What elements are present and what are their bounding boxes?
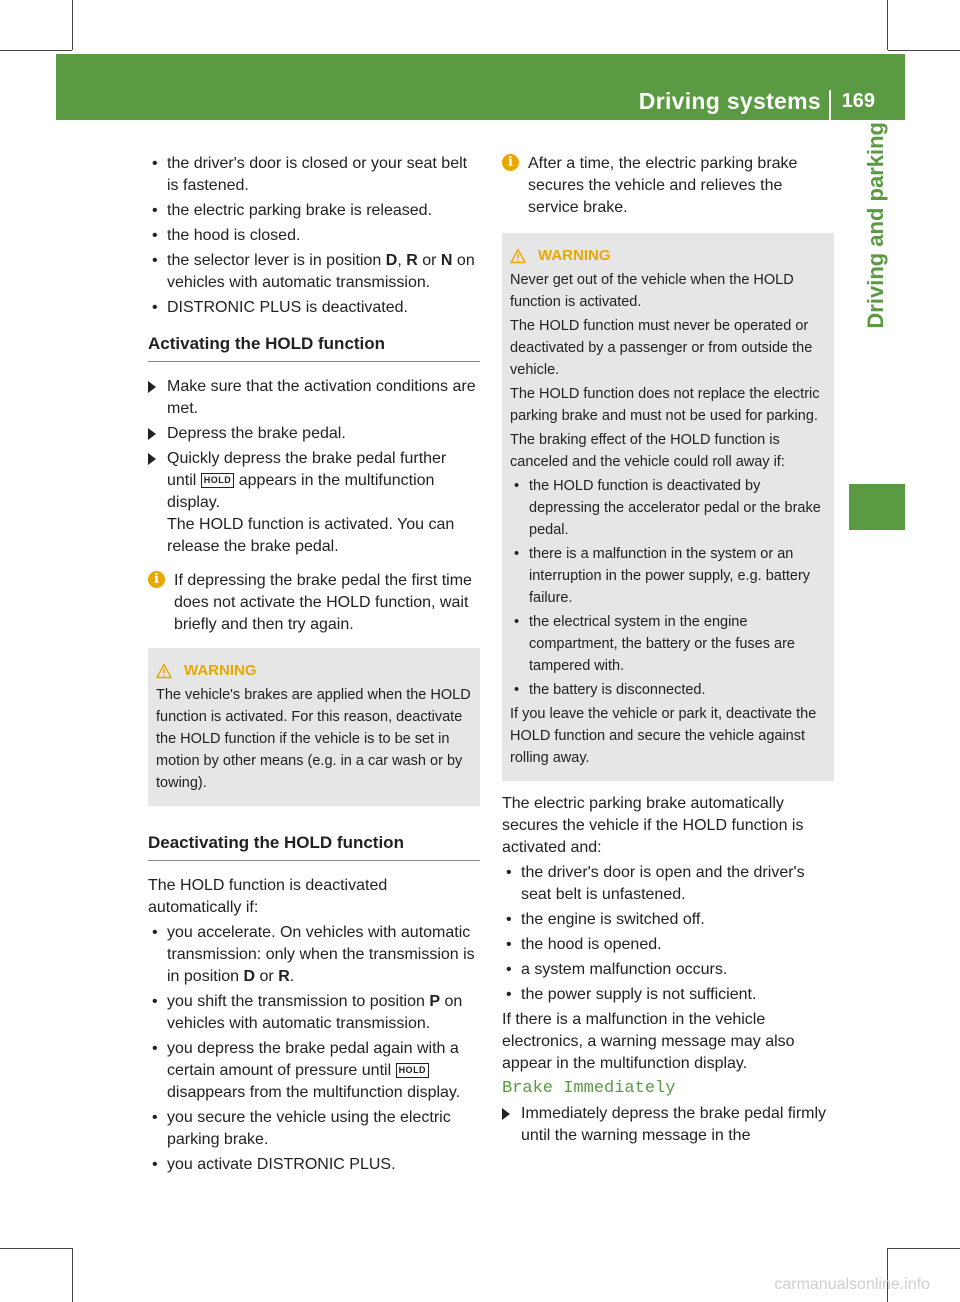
text: you accelerate. On vehicles with automatic transmission: only when the transmission is in position [167,924,475,985]
text: . [289,968,295,985]
position-n: N [440,252,453,269]
deactivate-heading: Deactivating the HOLD function [148,832,480,861]
text: you depress the brake pedal again with a certain amount of pressure until [167,1040,459,1079]
watermark: carmanualsonline.info [774,1276,930,1293]
info-note [502,153,834,219]
step-text: Immediately depress the brake pedal firmly until the warning message in the [521,1105,827,1144]
info-note [148,570,480,636]
activate-section [148,333,480,362]
text: the selector lever is in position [167,252,386,269]
epb-intro: The electric parking brake automatically secures the vehicle if the HOLD function is activated and: [502,795,804,856]
crop-mark [887,0,888,50]
text: on vehicles with automatic transmission. [167,252,475,291]
info-icon: i [502,154,519,171]
warning-header [510,245,826,267]
final-steps [502,1103,834,1147]
info-icon: i [148,571,165,588]
warning-text: Never get out of the vehicle when the HOLD function is activated. [510,272,794,310]
warning-text: The HOLD function does not replace the electric parking brake and must not be used for parking. [510,386,820,424]
list-item: • a system malfunction occurs. [502,959,834,981]
left-column [148,153,480,1179]
position-p: P [429,993,441,1010]
step-item [502,1103,834,1147]
activate-steps [148,376,480,558]
step-text: Depress the brake pedal. [167,425,346,442]
chapter-label: Driving and parking [863,122,888,329]
arrow-icon [148,381,156,393]
hold-symbol-icon: HOLD [396,1063,430,1078]
malfunction-text: If there is a malfunction in the vehicle electronics, a warning message may also appear in the multifunction display. [502,1011,795,1072]
text: or [255,968,279,985]
list-item: • you activate DISTRONIC PLUS. [148,1154,480,1176]
chapter-marker-block [849,484,905,530]
step-item [148,448,480,558]
arrow-icon [502,1108,510,1120]
step-text: Quickly depress the brake pedal further until [167,450,447,489]
step-result: The HOLD function is activated. You can release the brake pedal. [167,516,455,555]
text: , [397,252,407,269]
warning-text: If you leave the vehicle or park it, deactivate the HOLD function and secure the vehicle against rolling away. [510,706,817,766]
hold-symbol-icon: HOLD [201,473,235,488]
crop-mark [72,1248,73,1302]
step-item [148,423,480,445]
text: on vehicles with automatic transmission. [167,993,463,1032]
list-item: • the HOLD function is deactivated by depressing the accelerator pedal or the brake pedal. [510,475,826,541]
step-text: appears in the multifunction display. [167,472,435,511]
crop-mark [888,1248,960,1249]
warning-triangle-icon [156,663,172,679]
header-separator [829,90,831,120]
position-d: D [243,968,256,985]
info-text: If depressing the brake pedal the first time does not activate the HOLD function, wait briefly and then try again. [174,572,472,633]
position-d: D [385,252,398,269]
warning-text: The braking effect of the HOLD function is canceled and the vehicle could roll away if: [510,432,785,470]
warning-triangle-icon [510,248,526,264]
list-item: • the power supply is not sufficient. [502,984,834,1006]
arrow-icon [148,453,156,465]
text: you shift the transmission to position [167,993,430,1010]
crop-mark [888,50,960,51]
position-r: R [278,968,290,985]
deactivate-intro: The HOLD function is deactivated automatically if: [148,877,388,916]
info-text: After a time, the electric parking brake secures the vehicle and relieves the service brake. [528,155,798,216]
list-item [148,922,480,988]
epb-conditions-list [502,862,834,1006]
list-item: • the electric parking brake is released. [148,200,480,222]
warning-label: WARNING [538,247,611,264]
list-item: • the engine is switched off. [502,909,834,931]
warning-box [148,648,480,806]
activate-heading: Activating the HOLD function [148,333,480,362]
deactivation-list [148,922,480,1176]
crop-mark [72,0,73,50]
step-text: Make sure that the activation conditions are met. [167,378,476,417]
list-item: • the hood is closed. [148,225,480,247]
warning-header [156,660,472,682]
list-item: • DISTRONIC PLUS is deactivated. [148,297,480,319]
display-message: Brake Immediately [502,1079,676,1098]
list-item: • there is a malfunction in the system or an interruption in the power supply, e.g. battery failure. [510,543,826,609]
list-item [148,1038,480,1104]
page-header [56,54,905,120]
warning-text: The HOLD function must never be operated or deactivated by a passenger or from outside the vehicle. [510,318,813,378]
list-item [148,991,480,1035]
list-item: • the driver's door is closed or your seat belt is fastened. [148,153,480,197]
list-item: • the battery is disconnected. [510,679,826,701]
crop-mark [0,50,72,51]
warning-box [502,233,834,781]
deactivate-section [148,832,480,861]
crop-mark [0,1248,72,1249]
text: disappears from the multifunction display. [167,1084,461,1101]
list-item [148,250,480,294]
list-item: • the hood is opened. [502,934,834,956]
page-number: 169 [841,90,875,112]
position-r: R [406,252,418,269]
arrow-icon [148,428,156,440]
text: or [417,252,441,269]
step-item [148,376,480,420]
warning-label: WARNING [184,662,257,679]
list-item: • you secure the vehicle using the electric parking brake. [148,1107,480,1151]
list-item: • the driver's door is open and the driver's seat belt is unfastened. [502,862,834,906]
activation-conditions-list [148,153,480,319]
chapter-tab [849,122,905,482]
warning-list [510,475,826,701]
section-title: Driving systems [638,88,821,114]
warning-text: The vehicle's brakes are applied when the HOLD function is activated. For this reason, deactivate the HOLD function if the vehicle is to be set in motion by other means (e.g. in a car wash or by towing). [156,687,471,791]
list-item: • the electrical system in the engine compartment, the battery or the fuses are tampered with. [510,611,826,677]
right-column [502,153,834,1150]
